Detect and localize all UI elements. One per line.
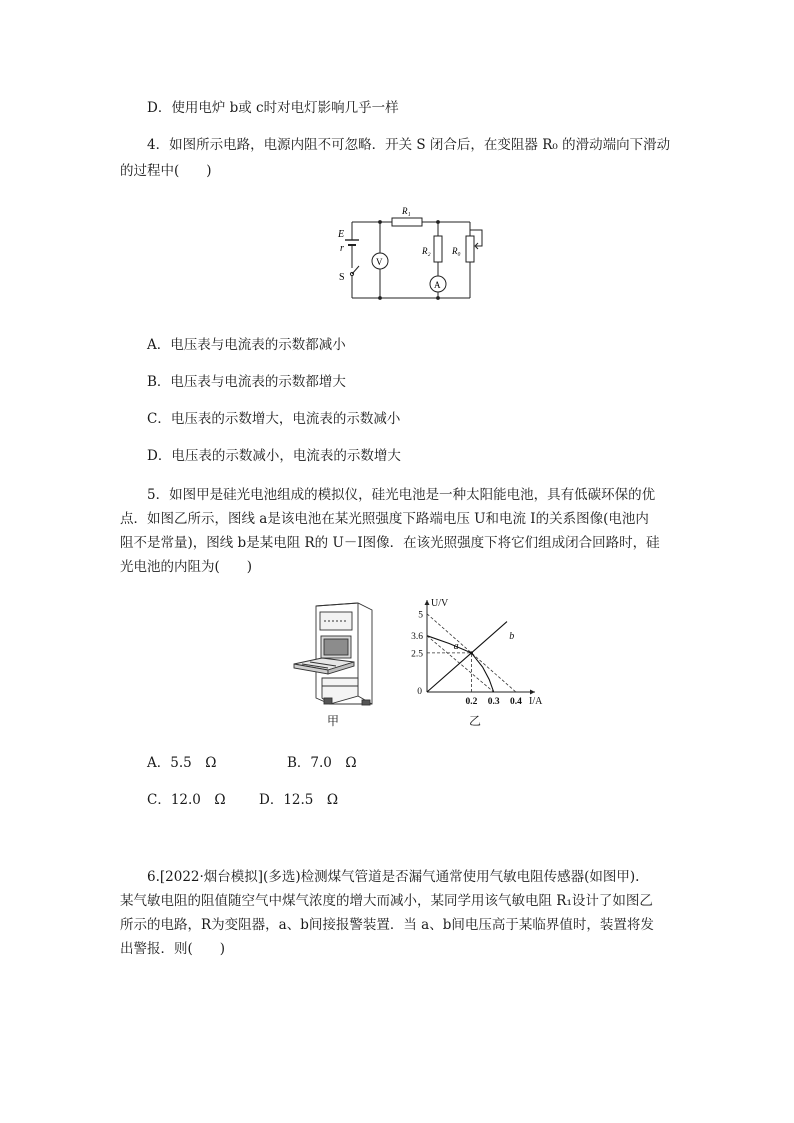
y-tick-label-1: 3.6: [411, 632, 423, 643]
intersection-point: [470, 651, 473, 654]
y-tick-label-2: 2.5: [411, 649, 423, 660]
q4-option-d: D．电压表的示数减小，电流表的示数增大: [147, 448, 401, 464]
series-a-label: a: [453, 641, 459, 652]
x-axis-arrow: [530, 690, 535, 695]
circuit-label-r1: R₁: [402, 206, 411, 216]
q6-stem-line4: 出警报．则( ): [120, 941, 226, 957]
circuit-label-s: S: [339, 272, 345, 283]
q5-option-d: D．12.5 Ω: [259, 792, 339, 808]
q4-stem-line1: 4．如图所示电路，电源内阻不可忽略．开关 S 闭合后，在变阻器 R₀ 的滑动端向下滑动: [147, 137, 671, 153]
q5-option-b: B．7.0 Ω: [287, 755, 357, 771]
q5-fig-right-caption: 乙: [468, 714, 481, 728]
q5-stem-line3: 阻不是常量)，图线 b是某电阻 R的 U－I图像．在该光照强度下将它们组成闭合回路时，硅: [120, 535, 660, 551]
q5-stem-line4: 光电池的内阻为( ): [120, 559, 253, 575]
circuit-label-r0: R₀: [452, 246, 461, 256]
circuit-label-r2: R₂: [422, 246, 431, 256]
series-b-line: [427, 622, 507, 692]
x-tick-label-1: 0.3: [487, 697, 500, 707]
q4-option-c: C．电压表的示数增大，电流表的示数减小: [147, 411, 401, 427]
y-axis-label: U/V: [431, 598, 449, 609]
ammeter-label: A: [434, 280, 441, 290]
q4-stem-line2: 的过程中( ): [120, 163, 212, 179]
series-b-label: b: [509, 630, 515, 642]
q6-stem-line1: 6.[2022·烟台模拟](多选)检测煤气管道是否漏气通常使用气敏电阻传感器(如图甲).: [147, 869, 640, 885]
q4-option-a: A．电压表与电流表的示数都减小: [147, 337, 346, 353]
x-axis-label: I/A: [529, 696, 543, 707]
q5-fig-left-caption: 甲: [326, 714, 339, 728]
q5-ui-chart: [405, 596, 545, 711]
q5-stem-line1: 5．如图甲是硅光电池组成的模拟仪，硅光电池是一种太阳能电池，具有低碳环保的优: [147, 487, 656, 503]
q4-circuit-diagram: [330, 200, 490, 310]
q5-stem-line2: 点．如图乙所示，图线 a是该电池在某光照强度下路端电压 U和电流 I的关系图像(电池内: [120, 511, 649, 527]
q5-option-c: C．12.0 Ω: [147, 792, 226, 808]
q4-option-b: B．电压表与电流表的示数都增大: [147, 374, 346, 390]
q5-option-a: A．5.5 Ω: [147, 755, 217, 771]
y-axis-arrow: [425, 600, 430, 605]
voltmeter-label: V: [376, 257, 383, 267]
origin-label: 0: [417, 687, 422, 697]
q5-simulator-illustration: [288, 600, 383, 710]
circuit-label-e: E: [338, 229, 345, 240]
y-tick-label-0: 5: [418, 610, 423, 621]
x-tick-label-0: 0.2: [465, 697, 478, 707]
x-tick-label-2: 0.4: [509, 697, 522, 707]
circuit-label-r: r: [340, 243, 344, 254]
q6-stem-line2: 某气敏电阻的阻值随空气中煤气浓度的增大而减小，某同学用该气敏电阻 R₁设计了如图乙: [120, 893, 653, 909]
q6-stem-line3: 所示的电路，R为变阻器，a、b间接报警装置．当 a、b间电压高于某临界值时，装置将发: [120, 917, 654, 933]
q3-option-d: D．使用电炉 b或 c时对电灯影响几乎一样: [147, 100, 399, 116]
